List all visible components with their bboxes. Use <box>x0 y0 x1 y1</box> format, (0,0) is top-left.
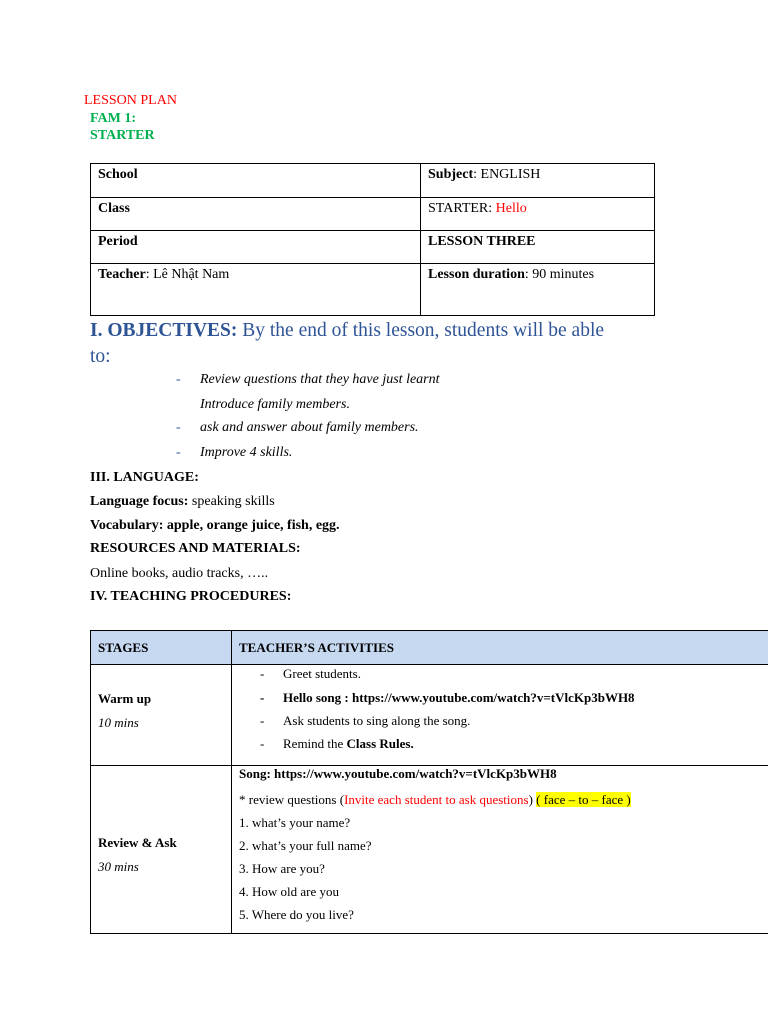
teacher-label: Teacher <box>98 267 146 282</box>
vocabulary-value: apple, orange juice, fish, egg. <box>163 518 340 533</box>
language-focus <box>90 493 275 511</box>
warmup-time: 10 mins <box>98 715 139 730</box>
rq-highlight: ( face – to – face ) <box>536 792 631 807</box>
activity-dash: - <box>260 713 265 728</box>
activity-remind-prefix: Remind the <box>283 736 347 751</box>
procedures-heading: IV. TEACHING PROCEDURES: <box>90 589 292 604</box>
objective-text: Introduce family members. <box>200 397 350 412</box>
activity-remind-bold: Class Rules. <box>346 736 414 751</box>
vocabulary-label: Vocabulary: <box>90 518 164 533</box>
activity-dash: - <box>260 690 265 705</box>
language-focus-value: speaking skills <box>188 494 275 509</box>
lesson-plan-title: LESSON PLAN <box>84 93 177 108</box>
teacher-cell <box>91 264 421 316</box>
language-focus-label: Language focus: <box>90 494 189 509</box>
activity-dash: - <box>260 666 265 681</box>
warmup-stage-cell <box>91 665 232 766</box>
teacher-value: : Lê Nhật Nam <box>145 267 230 282</box>
objective-item <box>176 444 576 462</box>
review-question: 5. Where do you live? <box>239 907 354 922</box>
bullet-dash: - <box>176 372 181 387</box>
review-question: 2. what’s your full name? <box>239 838 372 853</box>
period-cell <box>91 231 421 264</box>
starter-label: STARTER <box>90 128 155 143</box>
review-time: 30 mins <box>98 859 139 874</box>
activity-dash: - <box>260 736 265 751</box>
objectives-label: I. OBJECTIVES: <box>90 320 238 341</box>
bullet-dash: - <box>176 445 181 460</box>
activity-greet-text: Greet students. <box>283 666 361 681</box>
period-value: LESSON THREE <box>428 234 536 249</box>
objectives-text-2: to: <box>90 346 111 367</box>
class-value-cell <box>421 198 655 231</box>
objective-item <box>176 371 576 389</box>
bullet-dash: - <box>176 420 181 435</box>
review-stage-label: Review & Ask <box>98 835 177 850</box>
objective-item <box>176 396 576 414</box>
review-stage-cell <box>91 766 232 934</box>
review-question: 4. How old are you <box>239 884 340 899</box>
review-question: 1. what’s your name? <box>239 815 351 830</box>
resources-heading: RESOURCES AND MATERIALS: <box>90 541 301 556</box>
review-question: 3. How are you? <box>239 861 325 876</box>
activity-song-text: Hello song : https://www.youtube.com/watch?v=tVlcKp3bWH8 <box>283 690 635 705</box>
objectives-heading <box>90 318 650 370</box>
procedures-table <box>90 630 768 934</box>
warmup-activities-cell <box>232 665 768 766</box>
activity-remind <box>232 732 768 755</box>
col-stages-header: STAGES <box>91 631 232 665</box>
school-cell <box>91 164 421 198</box>
period-label: Period <box>98 234 138 249</box>
class-value-prefix: STARTER: <box>428 201 496 216</box>
duration-cell <box>421 264 655 316</box>
language-heading: III. LANGUAGE: <box>90 470 199 485</box>
rq-prefix: * review questions ( <box>239 792 345 807</box>
rq-mid: ) <box>528 792 537 807</box>
class-value-red: Hello <box>495 201 527 216</box>
activity-sing-text: Ask students to sing along the song. <box>283 713 471 728</box>
fam-label: FAM 1: <box>90 111 136 126</box>
school-label: School <box>98 167 138 182</box>
objectives-text-1: By the end of this lesson, students will be able <box>237 320 605 341</box>
objective-item <box>176 419 576 437</box>
subject-value: : ENGLISH <box>473 167 541 182</box>
objective-text: Review questions that they have just learnt <box>200 372 440 387</box>
class-cell <box>91 198 421 231</box>
objective-text: Improve 4 skills. <box>200 445 293 460</box>
lesson-info-table <box>90 163 655 316</box>
class-label: Class <box>98 201 130 216</box>
resources-value: Online books, audio tracks, ….. <box>90 566 269 581</box>
duration-value: : 90 minutes <box>524 267 595 282</box>
vocabulary <box>90 517 340 535</box>
col-activities-header: TEACHER’S ACTIVITIES <box>232 631 768 665</box>
subject-cell <box>421 164 655 198</box>
duration-label: Lesson duration <box>428 267 525 282</box>
period-value-cell <box>421 231 655 264</box>
subject-label: Subject <box>428 167 474 182</box>
rq-red: Invite each student to ask questions <box>344 792 529 807</box>
review-song: Song: https://www.youtube.com/watch?v=tVlcKp3bWH8 <box>239 766 557 781</box>
activity-song <box>232 686 768 709</box>
review-activities-cell <box>232 766 768 934</box>
activity-sing <box>232 709 768 732</box>
warmup-stage-label: Warm up <box>98 691 152 706</box>
objective-text: ask and answer about family members. <box>200 420 419 435</box>
activity-greet <box>232 666 768 682</box>
review-questions-intro <box>239 788 768 811</box>
